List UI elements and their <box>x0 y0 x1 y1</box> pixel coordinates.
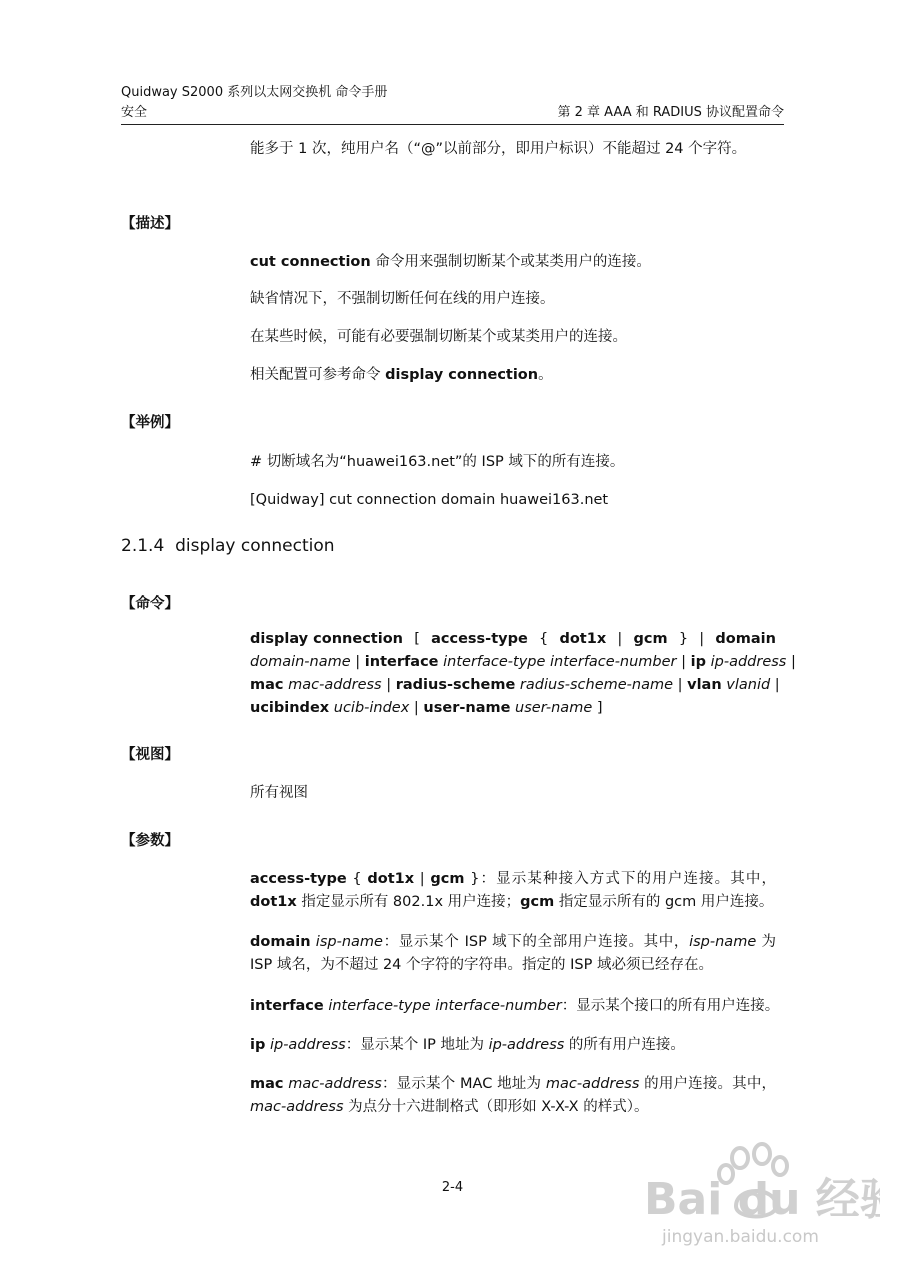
header-subtitle: 安全 <box>121 105 148 120</box>
continuation-paragraph: 能多于 1 次，纯用户名（“@”以前部分，即用户标识）不能超过 24 个字符。 <box>250 141 747 157</box>
example-command: [Quidway] cut connection domain huawei163.net <box>250 492 609 508</box>
header-title: Quidway S2000 系列以太网交换机 命令手册 <box>121 85 388 100</box>
description-para-2: 缺省情况下，不强制切断任何在线的用户连接。 <box>250 291 555 307</box>
param-ip: ip ip-address：显示某个 IP 地址为 ip-address 的所有用户连接。 <box>250 1037 685 1053</box>
syntax-line-2: domain-name | interface interface-type interface-number | ip ip-address | <box>250 654 796 670</box>
syntax-line-1: display connection [ access-type { dot1x | gcm } | domain <box>250 631 776 647</box>
param-interface: interface interface-type interface-number：显示某个接口的所有用户连接。 <box>250 998 780 1014</box>
description-para-1: cut connection 命令用来强制切断某个或某类用户的连接。 <box>250 254 651 270</box>
keyword: cut connection <box>250 254 371 270</box>
section-title: display connection <box>175 536 335 556</box>
params-heading: 【参数】 <box>121 833 179 849</box>
param-domain: domain isp-name：显示某个 ISP 域下的全部用户连接。其中，isp-name 为 ISP 域名，为不超过 24 个字符的字符串。指定的 ISP 域必须已经存在。 <box>250 934 776 973</box>
example-comment: # 切断域名为“huawei163.net”的 ISP 域下的所有连接。 <box>250 454 625 470</box>
param-mac: mac mac-address：显示某个 MAC 地址为 mac-address 的用户连接。其中，mac-address 为点分十六进制格式（即形如 X-X-X 的样式）。 <box>250 1076 777 1115</box>
view-text: 所有视图 <box>250 785 308 801</box>
header-rule <box>121 124 784 125</box>
page-number: 2-4 <box>441 1180 464 1195</box>
param-access-type: access-type { dot1x | gcm }：显示某种接入方式下的用户连接。其中，dot1x 指定显示所有 802.1x 用户连接；gcm 指定显示所有的 gcm 用户连接。 <box>250 871 776 910</box>
keyword: display connection <box>385 367 539 383</box>
description-para-3: 在某些时候，可能有必要强制切断某个或某类用户的连接。 <box>250 329 627 345</box>
header-chapter: 第 2 章 AAA 和 RADIUS 协议配置命令 <box>557 105 784 120</box>
example-heading: 【举例】 <box>121 415 179 431</box>
section-heading <box>121 536 335 556</box>
watermark-logo-text: Bai du 经验 <box>644 1174 880 1225</box>
command-heading: 【命令】 <box>121 596 179 612</box>
syntax-line-3: mac mac-address | radius-scheme radius-scheme-name | vlan vlanid | <box>250 677 780 693</box>
section-number: 2.1.4 <box>121 536 165 556</box>
watermark <box>640 1140 880 1250</box>
syntax-line-4: ucibindex ucib-index | user-name user-name ] <box>250 700 603 716</box>
description-para-4: 相关配置可参考命令 display connection。 <box>250 367 553 383</box>
command-syntax <box>250 628 796 720</box>
description-heading: 【描述】 <box>121 216 179 232</box>
watermark-url: jingyan.baidu.com <box>662 1227 819 1247</box>
view-heading: 【视图】 <box>121 747 179 763</box>
baidu-paw-icon <box>640 1140 880 1250</box>
